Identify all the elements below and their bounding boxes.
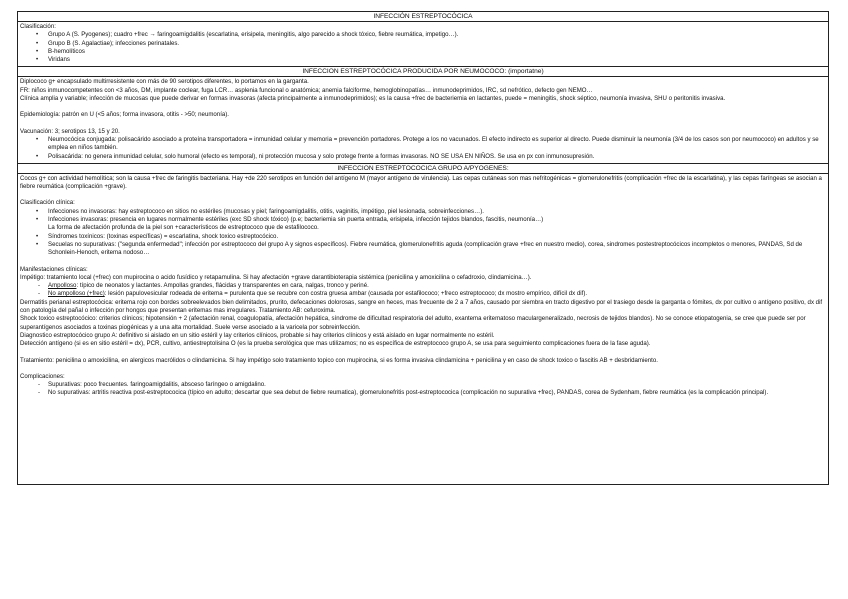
list-item: • Síndromes toxínicos: (toxinas específicas) = escarlatina, shock toxico estreptocócico. — [20, 233, 826, 241]
list-item: • Polisacárida: no genera inmunidad celular, solo humoral (efecto es temporal), ni protección mucosa y solo protege frente a formas invasoras. NO SE USA EN NIÑOS. Se usa en px con inmunosupresión. — [20, 153, 826, 161]
paragraph: Tratamiento: penicilina o amoxicilina, en alergicos macrólidos o clindamicina. Si hay impétigo solo tratamiento topico con mupirocina, si es forma invasiva clindamicina + penicilina y en caso de shock toxico o fascitis AB + desbridamiento. — [20, 356, 658, 364]
vaccine-list — [20, 136, 826, 161]
list-item: • Grupo B (S. Agalactiae); infecciones perinatales. — [20, 40, 826, 48]
list-item: • Neumocócica conjugada: polisacárido asociado a proteína transportadora = inmunidad celular y memoria = prevención portadores. Protege a los no vacunados. El efecto indirecto es superior al directo. Puede disminuir la neumonía (3/4 de los casos son por neumococo) en adultos y se emplea en niños también. — [20, 136, 826, 153]
paragraph: Diagnostico estreptocócico grupo A: definitivo si aislado en un sitio estéril y lay criterios clínicos, probable si hay criterios clínicos y está aislado en lugar normalmente no estéril. — [20, 331, 495, 339]
clinical-classification-label: Clasificación clínica: — [20, 199, 75, 207]
classification-label: Clasificación: — [20, 23, 56, 30]
complications-label: Complicaciones: — [20, 372, 65, 380]
list-item: • Infecciones invasoras: presencia en lugares normalmente estériles (exc SD shock tóxico) (p.e; bacteriemia sin puerta entrada, erisipela, infección tejidos blandos, fascitis, neumonía…) La forma de afectación profunda de la piel son +característicos de estreptococo que de estafilococo. — [20, 216, 826, 233]
paragraph: FR: niños inmunocompetentes con <3 años, DM, implante coclear, fuga LCR… asplenia funcional o anatómica; anemia falciforme, hemoglobinopatías… inmunodeprimidos, IRC, sd nefrótico, defecto gen NEMO… — [20, 86, 593, 94]
paragraph: Dermatitis perianal estreptocócica: eritema rojo con bordes sobreelevados bien delimitados, prurito, defecaciones dolorosas, sangre en heces, mas frecuente de 2 a 7 años, causado por siembra en tracto digestivo por el trasiego desde la garganta o fómites, dx por cultivo o antígeno positivo, dx dif con patología del pañal o infección por hongos que presentan eritemas mas irregulares. Tratamiento AB: cefuroxima. — [20, 298, 823, 315]
paragraph: Clínica amplia y variable; infección de mucosas que puede derivar en formas invasoras (afecta principalmente a inmunodeprimidos); es la causa +frec de bacteriemia en lactantes, puede = meningitis, shock séptico, neumonía invasiva, SHU o peritonitis invasiva. — [20, 95, 726, 103]
section-neumococo — [17, 67, 829, 163]
impetigo-list — [20, 282, 826, 299]
list-item: • Grupo A (S. Pyogenes); cuadro +frec → faringoamigdalitis (escarlatina, erisipela, meningitis, algo parecido a shock tóxico, fiebre reumática, impetigo…). — [20, 31, 826, 39]
list-item: • B-hemolíticos — [20, 48, 826, 56]
paragraph: Impétigo: tratamiento local (+frec) con mupirocina o acido fusídico y retapamulina. Si hay afectación +grave darantibioterapia sistémica (penicilina y amoxicilina o cefadroxio, clindamicina…). — [20, 273, 532, 281]
section-grupo-a — [17, 164, 829, 485]
list-item: • Viridans — [20, 56, 826, 64]
paragraph: Epidemiología: patrón en U (<5 años; forma invasora, otitis - >50; neumonía). — [20, 111, 229, 119]
complications-list — [20, 381, 826, 398]
list-item: • Infecciones no invasoras: hay estreptococo en sitios no estériles (mucosas y piel; faringoamigdalitis, otitis, vaginitis, impétigo, piel lesionada, sobreinfecciones…). — [20, 208, 826, 216]
paragraph: Diplococo g+ encapsulado multirresistente con más de 90 serotipos diferentes, lo portamos en la garganta. — [20, 78, 309, 86]
section-infeccion-estreptococica — [17, 11, 829, 67]
section-title: INFECCION ESTREPTOCOCICA GRUPO A/PYOGENES: — [18, 164, 828, 174]
list-item: • Secuelas no supurativas: ("segunda enfermedad"; infección por estreptococo del grupo A y signos específicos). Fiebre reumática, glomerulonefritis aguda (complicación grave +frec en nuestro medio), corea, sindromes postestreptocócicos incompletos o menores, PANDAS, Sd de Schonlein-Henoch, eritema nodoso… — [20, 241, 826, 258]
section-title: INFECCIÓN ESTREPTOCÓCICA — [18, 12, 828, 22]
paragraph: Shock toxico estreptocócico: criterios clínicos; hipotensión + 2 (afectación renal, coagulopatía, afectación hepática, síndrome de dificultad respiratoria del adulto, exantema eritematoso maculargeneralizado, necrosis de tejidos blandos). No se conoce etiopatogenia, se cree que puede ser por superantígenos asociados a toxinas piogénicas y a una alta mortalidad. Suele verse asociado a la varicela por sobreinfección. — [20, 315, 806, 331]
list-item: - Ampolloso: típico de neonatos y lactantes. Ampollas grandes, flácidas y transparentes en cara, nalgas, tronco y periné. — [20, 282, 826, 290]
section-title: INFECCION ESTREPTOCÓCICA PRODUCIDA POR NEUMOCOCO: (importatne) — [18, 67, 828, 77]
list-item: - Supurativas: poco frecuentes. faringoamigdalitis, absceso faríngeo o amigdalino. — [20, 381, 826, 389]
paragraph: Cocos g+ con actividad hemolítica; son la causa +frec de faringitis bacteriana. Hay +de 220 serotipos en función del antígeno M (mayor antígeno de virulencia). Las cepas cutáneas son mas nefritogénicas = glomerulonefritis (complicación +frec de la escarlatina), y las cepas faríngeas se asocian a fiebre reumática (complicación +grave). — [20, 174, 822, 191]
list-item: - No ampolloso (+frec): lesión papulovesicular rodeada de eritema = purulenta que se recubre con costra gruesa ambar (causada por estafilococo; +freco estreptococo; dx mostro empírico, difícil dx dif). — [20, 290, 826, 298]
clinical-classification-list — [20, 208, 826, 258]
classification-list — [20, 31, 826, 64]
paragraph: Vacunación: 3; serotipos 13, 15 y 20. — [20, 127, 120, 135]
manifestations-label: Manifestaciones clínicas: — [20, 265, 88, 273]
list-item: - No supurativas: artritis reactiva post-estreptococica (típico en adulto; descartar que sea debut de fiebre reumatica), glomerulonefritis post-estreptococica (complicación no supurativa +frec), PANDAS, corea de Sydenham, fiebre reumática (es la complicación principal). — [20, 389, 826, 397]
document-page — [17, 11, 829, 583]
paragraph: Detección antígeno (si es en sitio estéril = dx), PCR, cultivo, antiestreptolisina O (es la prueba serológica que mas utilizamos; no es específica de estreptococo grupo A, se usa para seguimiento complicaciones fuera de la fase aguda). — [20, 340, 651, 348]
